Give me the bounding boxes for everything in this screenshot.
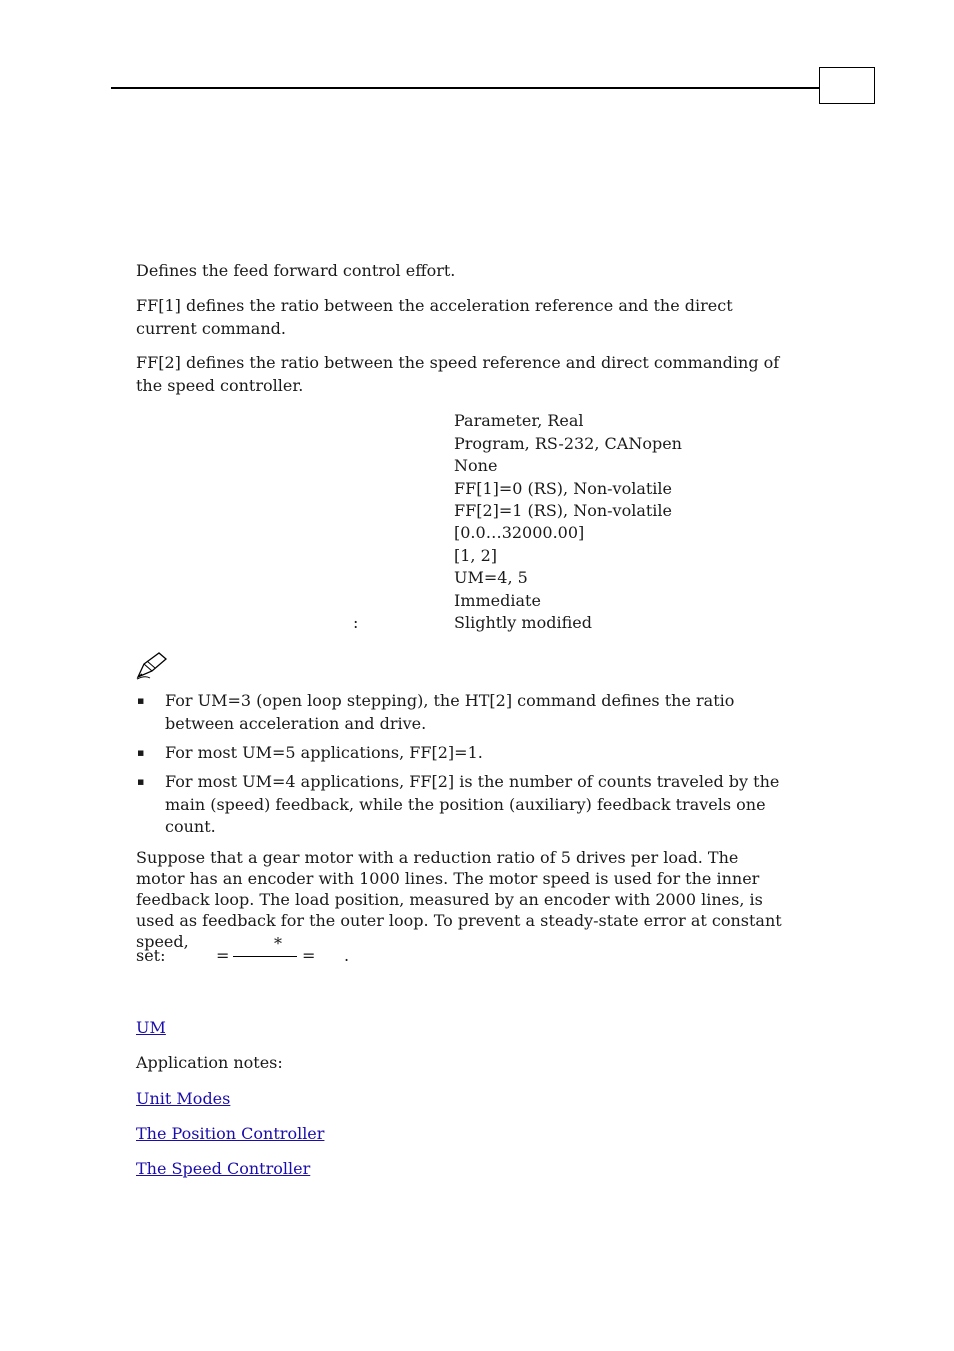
attr-compatibility: Slightly modified <box>454 613 592 632</box>
period: . <box>344 946 350 965</box>
attr-range: [0.0…32000.00] <box>454 523 585 542</box>
attr-restrictions: None <box>454 456 498 475</box>
link-speed-controller[interactable]: The Speed Controller <box>136 1159 311 1178</box>
note-item-1: For UM=3 (open loop stepping), the HT[2] command defines the ratio between acceleration and drive. <box>165 691 735 733</box>
note-item-3: For most UM=4 applications, FF[2] is the number of counts traveled by the main (speed) feedback, while the position (auxiliary) feedback travels one count. <box>165 772 780 836</box>
description-p2: FF[1] defines the ratio between the acceleration reference and the direct current command. <box>136 296 733 338</box>
note-item-2: For most UM=5 applications, FF[2]=1. <box>165 743 483 762</box>
attr-source: Program, RS-232, CANopen <box>454 434 682 453</box>
set-label: set: <box>136 946 166 965</box>
application-notes-label: Application notes: <box>136 1053 283 1072</box>
attr-default-1: FF[1]=0 (RS), Non-volatile <box>454 479 673 498</box>
bullet-marker: ▪ <box>137 746 145 759</box>
attr-index-range: [1, 2] <box>454 546 498 565</box>
description-p1: Defines the feed forward control effort. <box>136 261 456 280</box>
fraction-bar <box>233 956 297 957</box>
attr-unit-mode: UM=4, 5 <box>454 568 528 587</box>
note-pen-icon <box>135 650 169 680</box>
equals-sign-1: = <box>216 946 230 965</box>
attr-activation: Immediate <box>454 591 541 610</box>
bullet-marker: ▪ <box>137 694 145 707</box>
bullet-marker: ▪ <box>137 775 145 788</box>
attr-default-2: FF[2]=1 (RS), Non-volatile <box>454 501 673 520</box>
multiply-star: * <box>274 934 282 953</box>
page-number-box <box>819 67 875 104</box>
link-um[interactable]: UM <box>136 1018 166 1037</box>
link-unit-modes[interactable]: Unit Modes <box>136 1089 231 1108</box>
attr-colon: : <box>353 613 359 632</box>
attr-type: Parameter, Real <box>454 411 584 430</box>
link-position-controller[interactable]: The Position Controller <box>136 1124 325 1143</box>
equals-sign-2: = <box>302 946 316 965</box>
header-rule <box>111 87 819 89</box>
example-paragraph: Suppose that a gear motor with a reduction ratio of 5 drives per load. The motor has an encoder with 1000 lines. The motor speed is used for the inner feedback loop. The load position, measured by an encoder with 2000 lines, is used as feedback for the outer loop. To prevent a steady-state error at constant speed, <box>136 848 782 951</box>
description-p3: FF[2] defines the ratio between the speed reference and direct commanding of the speed controller. <box>136 353 780 395</box>
